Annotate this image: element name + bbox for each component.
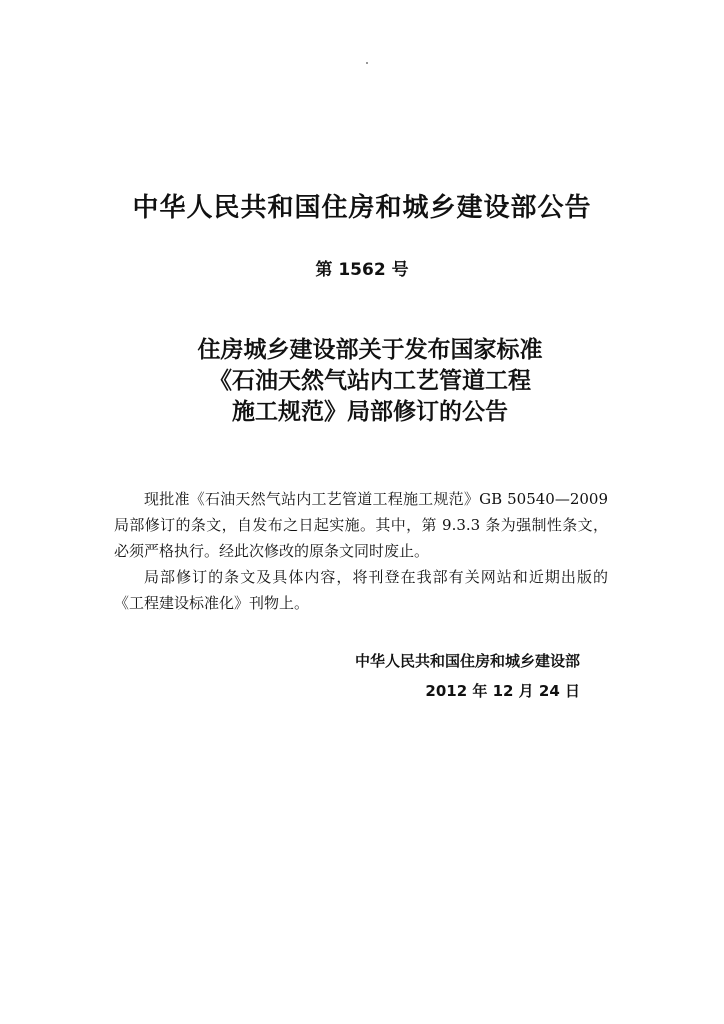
subtitle-line: 施工规范》局部修订的公告 — [232, 398, 508, 425]
subtitle-line: 《石油天然气站内工艺管道工程 — [209, 367, 531, 394]
body-paragraph: 现批准《石油天然气站内工艺管道工程施工规范》GB 50540—2009 局部修订的条文，自发布之日起实施。其中，第 9.3.3 条为强制性条文，必须严格执行。经此次修改的原条文同时废止。 — [114, 490, 608, 560]
notice-body — [114, 486, 608, 616]
announcement-number: 第 1562 号 — [315, 260, 409, 280]
subtitle-line: 住房城乡建设部关于发布国家标准 — [197, 336, 543, 363]
announcement-title: 中华人民共和国住房和城乡建设部公告 — [132, 193, 592, 223]
signature-organization: 中华人民共和国住房和城乡建设部 — [354, 652, 580, 670]
signature-date: 2012 年 12 月 24 日 — [425, 682, 580, 700]
body-paragraph: 局部修订的条文及具体内容，将刊登在我部有关网站和近期出版的《工程建设标准化》刊物上。 — [114, 568, 608, 612]
scan-speck — [366, 62, 368, 64]
notice-subtitle — [140, 334, 600, 427]
